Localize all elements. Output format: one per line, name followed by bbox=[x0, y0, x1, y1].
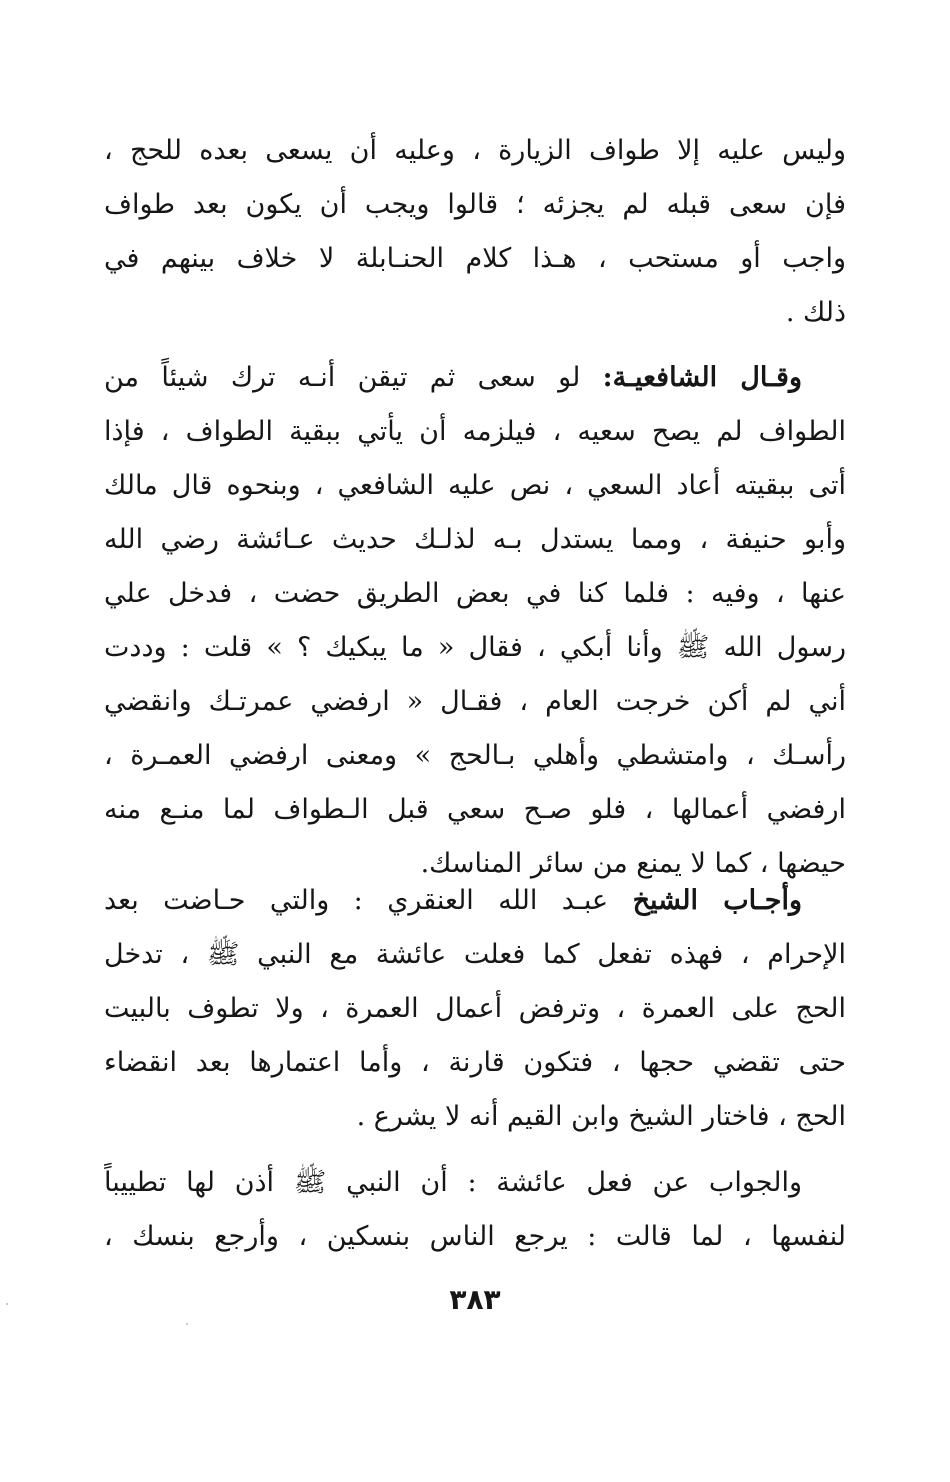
text-line: واجب أو مستحب ، هـذا كلام الحنـابلة لا خلاف بينهم في bbox=[104, 243, 846, 274]
text-line: أني لم أكن خرجت العام ، فقـال « ارفضي عمرتـك وانقضي bbox=[104, 686, 846, 717]
text-line: رأسـك ، وامتشطي وأهلي بـالحج » ومعنى ارفضي العمـرة ، bbox=[104, 740, 846, 771]
scan-speck bbox=[186, 1323, 188, 1325]
text-line bbox=[104, 351, 846, 405]
paragraph-3 bbox=[104, 874, 846, 1144]
text-run: عبـد الله العنقري : والتي حـاضت بعد bbox=[104, 885, 609, 916]
page-number: ٣٨٣ bbox=[449, 1283, 501, 1316]
text-run: لو سعى ثم تيقن أنـه ترك شيئاً من bbox=[104, 362, 581, 393]
text-line: الإحرام ، فهذه تفعل كما فعلت عائشة مع النبي ﷺ ، تدخل bbox=[104, 939, 846, 970]
paragraph-lead: وقـال الشافعيـة: bbox=[602, 362, 802, 393]
text-line: لنفسها ، لما قالت : يرجع الناس بنسكين ، وأرجع بنسك ، bbox=[104, 1221, 846, 1252]
text-line bbox=[104, 874, 846, 928]
text-line: الحج على العمرة ، وترفض أعمال العمرة ، ولا تطوف بالبيت bbox=[104, 993, 846, 1024]
text-line: حتى تقضي حجها ، فتكون قارنة ، وأما اعتمارها بعد انقضاء bbox=[104, 1047, 846, 1078]
paragraph-2 bbox=[104, 351, 846, 891]
text-line: ذلك . bbox=[785, 297, 846, 328]
paragraph-1 bbox=[104, 124, 846, 340]
text-line: فإن سعى قبله لم يجزئه ؛ قالوا ويجب أن يكون بعد طواف bbox=[104, 189, 846, 220]
scan-speck bbox=[6, 1303, 8, 1305]
paragraph-4 bbox=[104, 1156, 846, 1264]
paragraph-lead: وأجـاب الشيخ bbox=[632, 885, 802, 916]
text-line: عنها ، وفيه : فلما كنا في بعض الطريق حضت ، فدخل علي bbox=[104, 578, 846, 609]
text-line: وليس عليه إلا طواف الزيارة ، وعليه أن يسعى بعده للحج ، bbox=[104, 135, 846, 166]
text-line: الحج ، فاختار الشيخ وابن القيم أنه لا يشرع . bbox=[356, 1101, 846, 1132]
text-line: رسول الله ﷺ وأنا أبكي ، فقال « ما يبكيك ؟ » قلت : وددت bbox=[104, 632, 846, 663]
text-line: حيضها ، كما لا يمنع من سائر المناسك. bbox=[420, 848, 846, 879]
text-line: الطواف لم يصح سعيه ، فيلزمه أن يأتي ببقية الطواف ، فإذا bbox=[104, 416, 846, 447]
text-line: وأبو حنيفة ، ومما يستدل بـه لذلـك حديث عـائشة رضي الله bbox=[104, 524, 846, 555]
text-line: أتى ببقيته أعاد السعي ، نص عليه الشافعي ، وبنحوه قال مالك bbox=[104, 470, 846, 501]
text-line: ارفضي أعمالها ، فلو صـح سعي قبل الـطواف لما منـع منه bbox=[104, 794, 846, 825]
text-line bbox=[104, 1156, 846, 1210]
text-run: والجواب عن فعل عائشة : أن النبي ﷺ أذن لها تطييباً bbox=[104, 1167, 802, 1198]
